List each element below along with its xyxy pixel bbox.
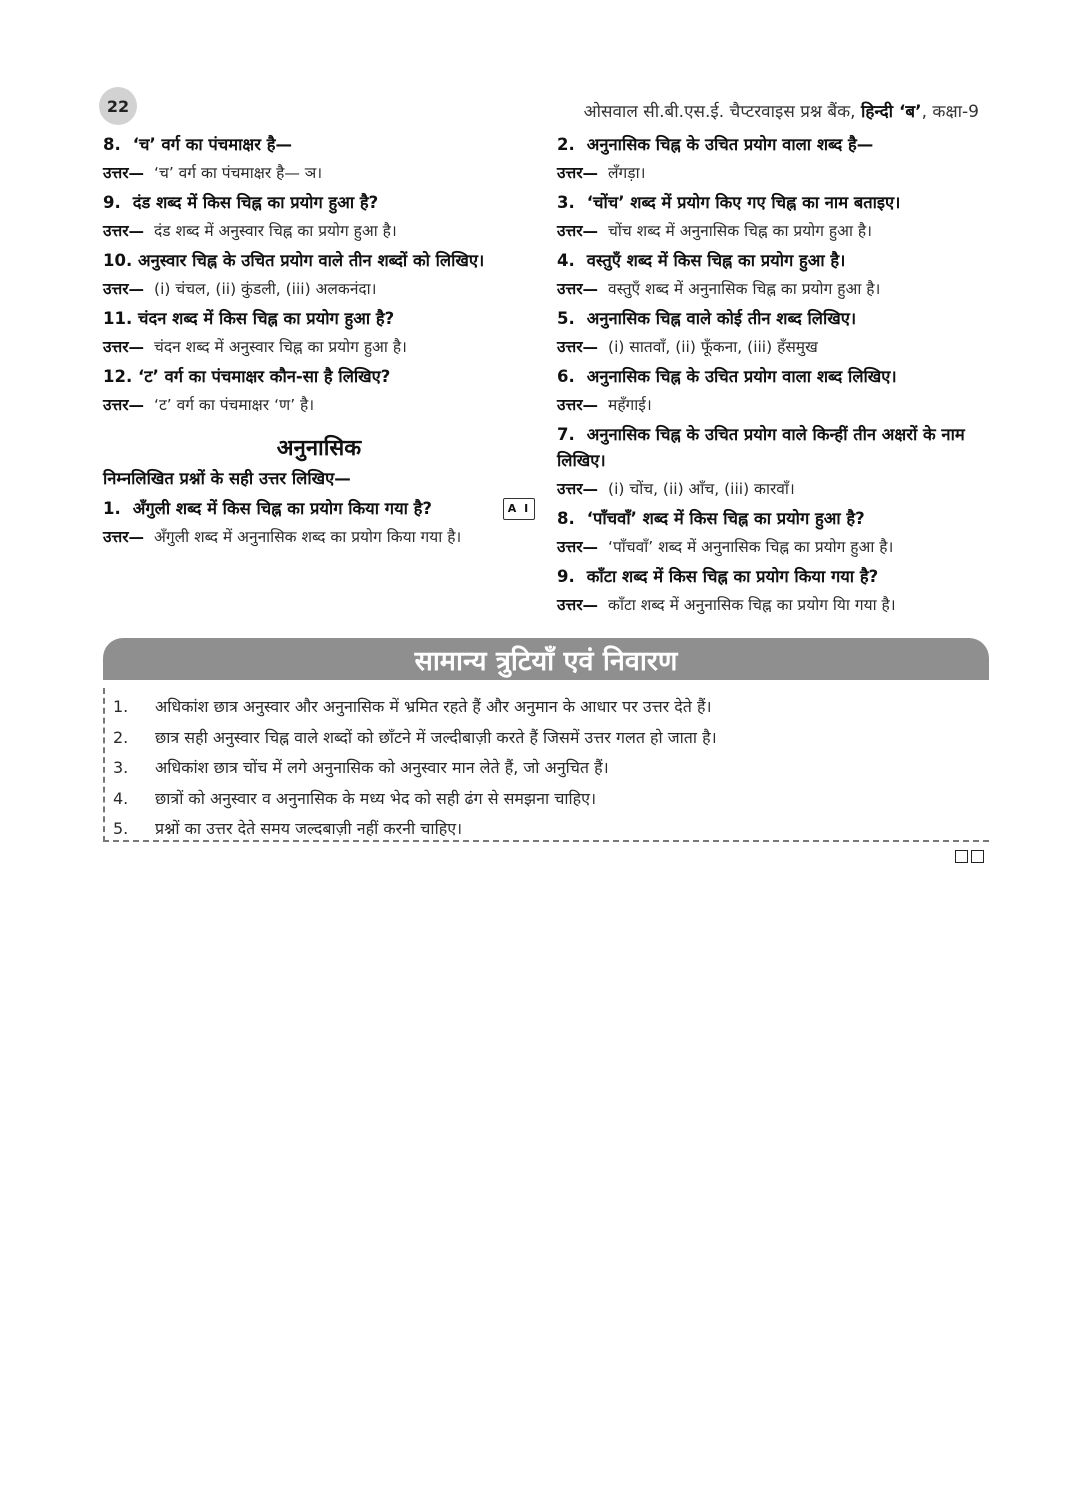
question-9-right: 9. काँटा शब्द में किस चिह्न का प्रयोग किया गया है? xyxy=(557,567,879,586)
section-heading-anunasik: अनुनासिक xyxy=(276,436,362,461)
answer-11: उत्तर— चंदन शब्द में अनुस्वार चिह्न का प्रयोग हुआ है। xyxy=(103,338,407,356)
question-8: 8. ‘च’ वर्ग का पंचमाक्षर है— xyxy=(103,135,292,154)
answer-8-right: उत्तर— ‘पाँचवाँ’ शब्द में अनुनासिक चिह्न का प्रयोग हुआ है। xyxy=(557,538,894,556)
answer-7: उत्तर— (i) चोंच, (ii) आँच, (iii) कारवाँ। xyxy=(557,480,795,498)
errors-banner: सामान्य त्रुटियाँ एवं निवारण xyxy=(103,638,989,680)
running-head-title: ओसवाल सी.बी.एस.ई. चैप्टरवाइस प्रश्न बैंक, xyxy=(583,102,861,122)
answer-6: उत्तर— महँगाई। xyxy=(557,396,652,414)
answer-5: उत्तर— (i) सातवाँ, (ii) फूँकना, (iii) हँसमुख xyxy=(557,338,818,356)
answer-9-right: उत्तर— काँटा शब्द में अनुनासिक चिह्न का प्रयोग यिा गया है। xyxy=(557,596,896,614)
page-number: 22 xyxy=(99,87,137,125)
end-of-chapter-icon xyxy=(955,850,984,863)
answer-3: उत्तर— चोंच शब्द में अनुनासिक चिह्न का प्रयोग हुआ है। xyxy=(557,222,872,240)
answer-9: उत्तर— दंड शब्द में अनुस्वार चिह्न का प्रयोग हुआ है। xyxy=(103,222,397,240)
question-12: 12. ‘ट’ वर्ग का पंचमाक्षर कौन-सा है लिखिए? xyxy=(103,367,391,386)
question-2: 2. अनुनासिक चिह्न के उचित प्रयोग वाला शब्द है— xyxy=(557,135,874,154)
right-column xyxy=(557,128,977,618)
running-head-subject: हिन्दी ‘ब’ xyxy=(860,102,922,122)
left-column xyxy=(103,128,535,550)
ai-badge-icon: A I xyxy=(503,498,535,520)
question-10: 10. अनुस्वार चिह्न के उचित प्रयोग वाले तीन शब्दों को लिखिए। xyxy=(103,251,485,270)
answer-10: उत्तर— (i) चंचल, (ii) कुंडली, (iii) अलकनंदा। xyxy=(103,280,377,298)
answer-4: उत्तर— वस्तुएँ शब्द में अनुनासिक चिह्न का प्रयोग हुआ है। xyxy=(557,280,881,298)
question-9: 9. दंड शब्द में किस चिह्न का प्रयोग हुआ है? xyxy=(103,193,379,212)
question-11: 11. चंदन शब्द में किस चिह्न का प्रयोग हुआ है? xyxy=(103,309,395,328)
question-4: 4. वस्तुएँ शब्द में किस चिह्न का प्रयोग हुआ है। xyxy=(557,251,846,270)
question-8-right: 8. ‘पाँचवाँ’ शब्द में किस चिह्न का प्रयोग हुआ है? xyxy=(557,509,865,528)
list-item: 3. अधिकांश छात्र चोंच में लगे अनुनासिक को अनुस्वार मान लेते हैं, जो अनुचित हैं। xyxy=(113,758,609,777)
question-6: 6. अनुनासिक चिह्न के उचित प्रयोग वाला शब्द लिखिए। xyxy=(557,367,897,386)
question-1: 1. अँगुली शब्द में किस चिह्न का प्रयोग किया गया है? A I xyxy=(103,496,535,522)
list-item: 5. प्रश्नों का उत्तर देते समय जल्दबाज़ी नहीं करनी चाहिए। xyxy=(113,819,463,838)
errors-list xyxy=(103,688,989,842)
instruction: निम्नलिखित प्रश्नों के सही उत्तर लिखिए— xyxy=(103,469,351,488)
running-head-class: , कक्षा-9 xyxy=(921,102,979,122)
answer-1: उत्तर— अँगुली शब्द में अनुनासिक शब्द का प्रयोग किया गया है। xyxy=(103,528,462,546)
answer-2: उत्तर— लँगड़ा। xyxy=(557,164,646,182)
question-7: 7. अनुनासिक चिह्न के उचित प्रयोग वाले किन्हीं तीन अक्षरों के नाम लिखिए। xyxy=(557,425,965,470)
running-head xyxy=(584,99,979,122)
question-3: 3. ‘चोंच’ शब्द में प्रयोग किए गए चिह्न का नाम बताइए। xyxy=(557,193,901,212)
answer-12: उत्तर— ‘ट’ वर्ग का पंचमाक्षर ‘ण’ है। xyxy=(103,396,315,414)
question-5: 5. अनुनासिक चिह्न वाले कोई तीन शब्द लिखिए। xyxy=(557,309,857,328)
list-item: 2. छात्र सही अनुस्वार चिह्न वाले शब्दों को छाँटने में जल्दीबाज़ी करते हैं जिसमें उत्तर गलत हो जाता है। xyxy=(113,727,717,747)
answer-8: उत्तर— ‘च’ वर्ग का पंचमाक्षर है— ञ। xyxy=(103,164,323,182)
list-item: 4. छात्रों को अनुस्वार व अनुनासिक के मध्य भेद को सही ढंग से समझना चाहिए। xyxy=(113,788,597,808)
list-item: 1. अधिकांश छात्र अनुस्वार और अनुनासिक में भ्रमित रहते हैं और अनुमान के आधार पर उत्तर देते हैं। xyxy=(113,697,712,716)
